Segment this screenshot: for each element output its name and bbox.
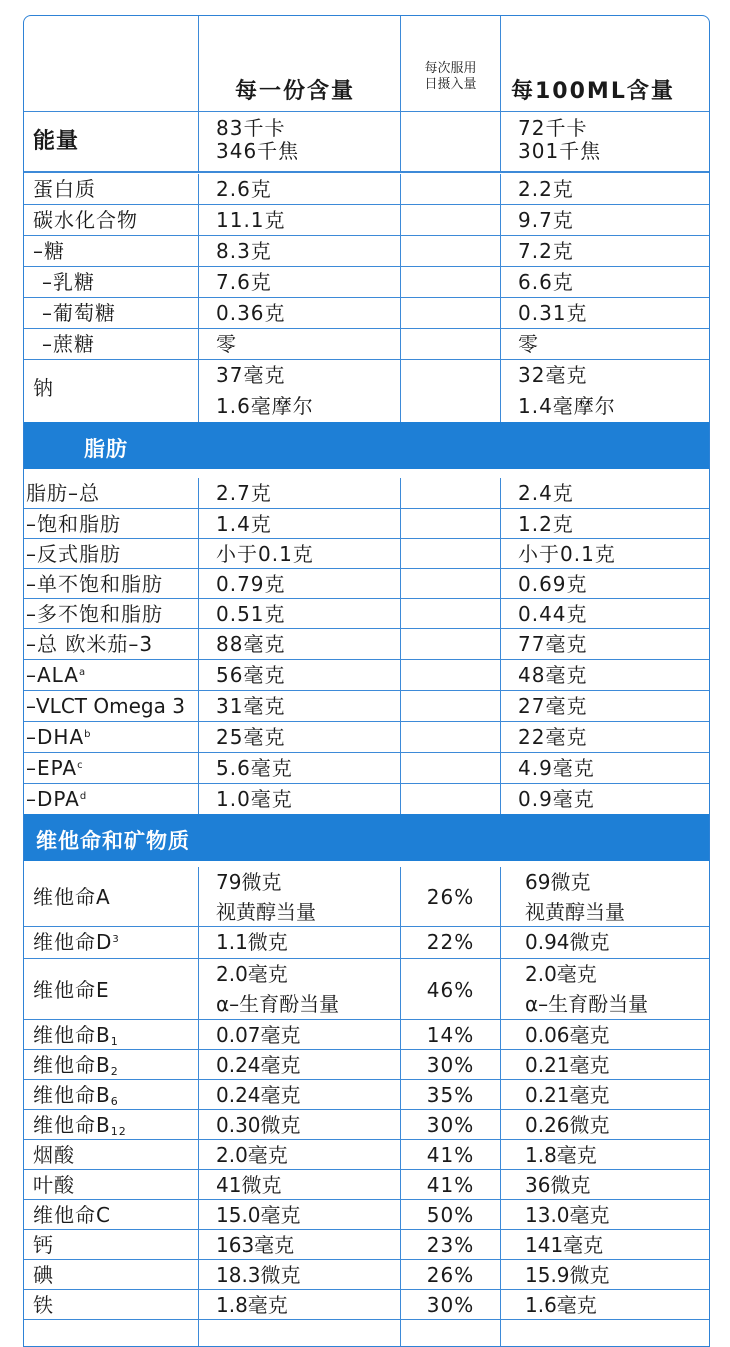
table-row — [24, 753, 709, 784]
fat-serving: 小于0.1克 — [216, 542, 314, 566]
table-row — [24, 629, 709, 660]
fat-label: –多不饱和脂肪 — [26, 602, 163, 626]
table-row — [24, 236, 709, 267]
table-row — [24, 1230, 709, 1260]
vitamin-per100-line1: 69微克 — [525, 870, 591, 894]
vitamin-serving: 2.0毫克 — [216, 1143, 288, 1167]
vitamin-daily: 41% — [426, 1143, 475, 1167]
table-row — [24, 1050, 709, 1080]
vitamin-label: 烟酸 — [33, 1143, 75, 1167]
sodium-label: 钠 — [33, 376, 54, 400]
energy-label: 能量 — [33, 129, 80, 154]
vitamin-daily: 41% — [426, 1173, 475, 1197]
vitamin-per100-line1: 2.0毫克 — [525, 962, 597, 986]
vitamin-label: 钙 — [33, 1233, 54, 1257]
fat-label: –总 欧米茄–3 — [26, 632, 154, 656]
fat-label: –DPA — [26, 787, 80, 811]
table-row-vitamin-e — [24, 959, 709, 1020]
vitamin-label: 维他命B — [33, 1053, 111, 1077]
table-header-row — [24, 16, 709, 112]
fat-label: –ALA — [26, 663, 79, 687]
table-row — [24, 691, 709, 722]
vitamin-serving: 15.0毫克 — [216, 1203, 301, 1227]
footnote-marker: b — [84, 729, 92, 740]
vitamin-daily: 14% — [426, 1023, 475, 1047]
header-per-100ml: 每100ML含量 — [511, 79, 675, 104]
table-row — [24, 509, 709, 539]
vitamin-daily: 26% — [426, 1263, 475, 1287]
nutrient-label: 碳水化合物 — [33, 208, 138, 232]
energy-per100-kj: 301千焦 — [518, 139, 602, 163]
fat-serving: 25毫克 — [216, 725, 286, 749]
nutrient-label: –蔗糖 — [42, 332, 95, 356]
energy-serving-kcal: 83千卡 — [216, 116, 286, 140]
vitamin-daily: 22% — [426, 930, 475, 954]
table-row — [24, 205, 709, 236]
footnote-marker: a — [78, 667, 87, 678]
vitamin-label: 维他命B — [33, 1023, 111, 1047]
vitamin-serving: 0.24毫克 — [216, 1053, 301, 1077]
fat-serving: 1.4克 — [216, 512, 272, 536]
vitamin-serving: 0.30微克 — [216, 1113, 301, 1137]
fat-label: –EPA — [26, 756, 78, 780]
vitamin-per100: 1.6毫克 — [525, 1293, 597, 1317]
fat-serving: 31毫克 — [216, 694, 286, 718]
fat-serving: 88毫克 — [216, 632, 286, 656]
sodium-serving-mmol: 1.6毫摩尔 — [216, 394, 314, 418]
vitamin-daily: 46% — [426, 978, 475, 1002]
table-row — [24, 722, 709, 753]
nutrient-per100: 2.2克 — [518, 177, 574, 201]
vitamin-per100-line2: α–生育酚当量 — [525, 992, 649, 1016]
nutrient-serving: 零 — [216, 332, 237, 356]
table-row-vitamin-a — [24, 867, 709, 927]
fat-per100: 4.9毫克 — [518, 756, 595, 780]
vitamin-serving: 0.24毫克 — [216, 1083, 301, 1107]
nutrition-table — [23, 15, 710, 1347]
vitamin-serving-line2: 视黄醇当量 — [216, 900, 316, 924]
nutrient-serving: 8.3克 — [216, 239, 272, 263]
vitamin-serving-line2: α–生育酚当量 — [216, 992, 340, 1016]
vitamin-per100: 13.0毫克 — [525, 1203, 610, 1227]
vitamin-per100-line2: 视黄醇当量 — [525, 900, 625, 924]
fat-per100: 22毫克 — [518, 725, 588, 749]
vitamin-serving-line1: 79微克 — [216, 870, 282, 894]
fat-per100: 27毫克 — [518, 694, 588, 718]
sodium-serving-mg: 37毫克 — [216, 363, 286, 387]
table-row — [24, 1200, 709, 1230]
nutrient-label: –乳糖 — [42, 270, 95, 294]
fat-per100: 1.2克 — [518, 512, 574, 536]
subscript-marker: 1 — [110, 1035, 119, 1048]
vitamin-daily: 30% — [426, 1293, 475, 1317]
table-row — [24, 1320, 709, 1347]
table-row — [24, 329, 709, 360]
table-row — [24, 478, 709, 509]
fat-serving: 5.6毫克 — [216, 756, 293, 780]
fat-section-title: 脂肪 — [84, 437, 128, 461]
vitamin-label: 维他命C — [33, 1203, 111, 1227]
nutrient-serving: 11.1克 — [216, 208, 286, 232]
vitamin-serving: 1.1微克 — [216, 930, 288, 954]
table-row — [24, 1020, 709, 1050]
energy-per100-kcal: 72千卡 — [518, 116, 588, 140]
fat-serving: 2.7克 — [216, 481, 272, 505]
fat-per100: 0.44克 — [518, 602, 588, 626]
vitamin-serving: 1.8毫克 — [216, 1293, 288, 1317]
footnote-marker: c — [77, 760, 84, 771]
fat-per100: 小于0.1克 — [518, 542, 616, 566]
fat-per100: 0.69克 — [518, 572, 588, 596]
fat-label: –饱和脂肪 — [26, 512, 121, 536]
vitamin-per100: 15.9微克 — [525, 1263, 610, 1287]
vitamin-serving: 163毫克 — [216, 1233, 295, 1257]
table-row — [24, 539, 709, 569]
vitamin-label: 碘 — [33, 1263, 54, 1287]
table-row — [24, 1170, 709, 1200]
fat-serving: 1.0毫克 — [216, 787, 293, 811]
nutrient-per100: 9.7克 — [518, 208, 574, 232]
vitamin-per100: 0.94微克 — [525, 930, 610, 954]
footnote-marker: d — [79, 791, 88, 802]
fat-label: –单不饱和脂肪 — [26, 572, 163, 596]
nutrient-label: –糖 — [33, 239, 65, 263]
header-per-serving: 每一份含量 — [235, 79, 356, 104]
subscript-marker: 2 — [110, 1065, 119, 1078]
energy-serving-kj: 346千焦 — [216, 139, 300, 163]
header-daily-line2: 日摄入量 — [424, 77, 477, 92]
table-row — [24, 174, 709, 205]
table-row — [24, 927, 709, 959]
table-row — [24, 267, 709, 298]
fat-per100: 77毫克 — [518, 632, 588, 656]
table-row — [24, 660, 709, 691]
vitamin-label: 铁 — [33, 1293, 54, 1317]
subscript-marker: 12 — [110, 1125, 127, 1138]
table-row-energy — [24, 112, 709, 173]
table-row — [24, 298, 709, 329]
fat-label: –DHA — [26, 725, 85, 749]
nutrient-per100: 7.2克 — [518, 239, 574, 263]
table-row — [24, 1110, 709, 1140]
fat-label: 脂肪–总 — [26, 481, 100, 505]
vitamin-per100: 1.8毫克 — [525, 1143, 597, 1167]
table-row — [24, 784, 709, 814]
fat-per100: 0.9毫克 — [518, 787, 595, 811]
vitamin-daily: 35% — [426, 1083, 475, 1107]
fat-serving: 0.51克 — [216, 602, 286, 626]
vitamin-daily: 30% — [426, 1113, 475, 1137]
vitamin-daily: 23% — [426, 1233, 475, 1257]
section-header-fat — [24, 422, 709, 469]
vitamin-label: 叶酸 — [33, 1173, 75, 1197]
fat-serving: 0.79克 — [216, 572, 286, 596]
table-row — [24, 1080, 709, 1110]
vitamin-per100: 36微克 — [525, 1173, 591, 1197]
vitamin-serving: 0.07毫克 — [216, 1023, 301, 1047]
vitamin-per100: 0.21毫克 — [525, 1083, 610, 1107]
nutrient-serving: 7.6克 — [216, 270, 272, 294]
vitamin-daily: 26% — [426, 885, 475, 909]
fat-per100: 2.4克 — [518, 481, 574, 505]
vitamin-daily: 30% — [426, 1053, 475, 1077]
vitamin-per100: 141毫克 — [525, 1233, 604, 1257]
table-row — [24, 1260, 709, 1290]
fat-per100: 48毫克 — [518, 663, 588, 687]
fat-label: –VLCT Omega 3 — [26, 694, 185, 718]
vitamin-per100: 0.06毫克 — [525, 1023, 610, 1047]
subscript-marker: 6 — [110, 1095, 119, 1108]
vitamin-section-title: 维他命和矿物质 — [36, 829, 190, 853]
nutrient-per100: 6.6克 — [518, 270, 574, 294]
table-row — [24, 1290, 709, 1320]
table-row — [24, 599, 709, 629]
fat-label: –反式脂肪 — [26, 542, 121, 566]
nutrient-serving: 2.6克 — [216, 177, 272, 201]
nutrient-per100: 0.31克 — [518, 301, 588, 325]
sodium-per100-mg: 32毫克 — [518, 363, 588, 387]
vitamin-per100: 0.26微克 — [525, 1113, 610, 1137]
vitamin-per100: 0.21毫克 — [525, 1053, 610, 1077]
nutrient-per100: 零 — [518, 332, 539, 356]
vitamin-serving: 41微克 — [216, 1173, 282, 1197]
vitamin-serving: 18.3微克 — [216, 1263, 301, 1287]
table-row — [24, 569, 709, 599]
table-row-sodium — [24, 360, 709, 422]
vitamin-label: 维他命E — [33, 978, 110, 1002]
header-daily-line1: 每次服用 — [424, 61, 477, 76]
vitamin-daily: 50% — [426, 1203, 475, 1227]
vitamin-label: 维他命A — [33, 885, 111, 909]
table-row — [24, 1140, 709, 1170]
nutrient-label: 蛋白质 — [33, 177, 96, 201]
vitamin-label: 维他命B — [33, 1083, 111, 1107]
vitamin-serving-line1: 2.0毫克 — [216, 962, 288, 986]
fat-serving: 56毫克 — [216, 663, 286, 687]
nutrient-label: –葡萄糖 — [42, 301, 116, 325]
sodium-per100-mmol: 1.4毫摩尔 — [518, 394, 616, 418]
nutrient-serving: 0.36克 — [216, 301, 286, 325]
vitamin-label: 维他命D — [33, 930, 113, 954]
vitamin-label: 维他命B — [33, 1113, 111, 1137]
footnote-marker: 3 — [112, 934, 120, 945]
section-header-vitamins — [24, 814, 709, 861]
